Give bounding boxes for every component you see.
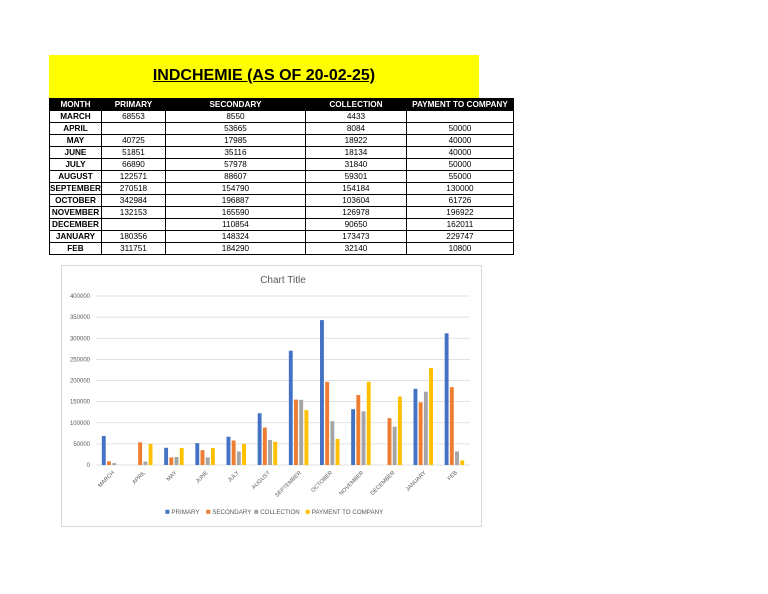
value-cell: 88607 bbox=[165, 171, 305, 183]
value-cell: 4433 bbox=[305, 111, 406, 123]
month-cell: OCTOBER bbox=[50, 195, 102, 207]
bar bbox=[455, 451, 459, 465]
y-tick-label: 300000 bbox=[69, 336, 90, 343]
value-cell: 61726 bbox=[406, 195, 513, 207]
bar bbox=[356, 395, 360, 465]
x-tick-label: JUNE bbox=[194, 470, 210, 485]
legend-label: PAYMENT TO COMPANY bbox=[311, 509, 384, 516]
table-row bbox=[50, 231, 514, 243]
bar bbox=[424, 392, 428, 465]
bar bbox=[268, 440, 272, 465]
y-tick-label: 200000 bbox=[69, 378, 90, 385]
bar bbox=[299, 400, 303, 465]
value-cell: 126978 bbox=[305, 207, 406, 219]
table-row bbox=[50, 183, 514, 195]
bar bbox=[195, 443, 199, 465]
bar bbox=[102, 436, 106, 465]
bar bbox=[320, 320, 324, 465]
column-header: MONTH bbox=[50, 99, 102, 111]
value-cell: 196887 bbox=[165, 195, 305, 207]
value-cell: 55000 bbox=[406, 171, 513, 183]
value-cell: 40000 bbox=[406, 147, 513, 159]
bar bbox=[325, 382, 329, 465]
bar bbox=[211, 448, 215, 465]
table-row bbox=[50, 159, 514, 171]
legend-label: SECONDARY bbox=[212, 509, 252, 516]
chart-title: Chart Title bbox=[260, 275, 306, 286]
value-cell: 103604 bbox=[305, 195, 406, 207]
chart bbox=[61, 265, 482, 527]
bar bbox=[289, 351, 293, 465]
column-header: PAYMENT TO COMPANY bbox=[406, 99, 513, 111]
value-cell: 59301 bbox=[305, 171, 406, 183]
value-cell: 57978 bbox=[165, 159, 305, 171]
x-tick-label: APRIL bbox=[131, 470, 148, 486]
bar bbox=[112, 463, 116, 465]
value-cell: 10800 bbox=[406, 243, 513, 255]
bar bbox=[169, 457, 173, 465]
month-cell: MAY bbox=[50, 135, 102, 147]
value-cell: 162011 bbox=[406, 219, 513, 231]
bar bbox=[429, 368, 433, 465]
bar bbox=[294, 400, 298, 465]
value-cell: 180356 bbox=[101, 231, 165, 243]
value-cell: 132153 bbox=[101, 207, 165, 219]
value-cell: 165590 bbox=[165, 207, 305, 219]
bar bbox=[419, 402, 423, 465]
bar bbox=[206, 457, 210, 465]
legend-label: COLLECTION bbox=[260, 509, 300, 516]
value-cell: 196922 bbox=[406, 207, 513, 219]
x-tick-label: MAY bbox=[165, 470, 179, 483]
value-cell: 342984 bbox=[101, 195, 165, 207]
value-cell: 229747 bbox=[406, 231, 513, 243]
value-cell: 154790 bbox=[165, 183, 305, 195]
value-cell: 18922 bbox=[305, 135, 406, 147]
legend-label: PRIMARY bbox=[171, 509, 200, 516]
bar bbox=[237, 452, 241, 465]
bar bbox=[450, 387, 454, 465]
value-cell: 173473 bbox=[305, 231, 406, 243]
bar bbox=[201, 450, 205, 465]
month-cell: FEB bbox=[50, 243, 102, 255]
x-tick-label: AUGUST bbox=[251, 470, 272, 491]
table-row bbox=[50, 207, 514, 219]
month-cell: SEPTEMBER bbox=[50, 183, 101, 193]
legend-swatch bbox=[165, 510, 169, 514]
y-tick-label: 400000 bbox=[69, 294, 90, 300]
table-row bbox=[50, 111, 514, 123]
y-tick-label: 0 bbox=[86, 463, 90, 469]
value-cell: 110854 bbox=[165, 219, 305, 231]
bar bbox=[263, 428, 267, 465]
value-cell: 66890 bbox=[101, 159, 165, 171]
value-cell bbox=[101, 219, 165, 231]
x-tick-label: SEPTEMBER bbox=[274, 470, 303, 499]
value-cell bbox=[101, 123, 165, 135]
bar bbox=[143, 462, 147, 465]
y-tick-label: 150000 bbox=[69, 399, 90, 406]
x-tick-label: JULY bbox=[227, 470, 241, 484]
bar bbox=[227, 437, 231, 465]
bar bbox=[445, 333, 449, 465]
bar bbox=[362, 411, 366, 465]
column-header: COLLECTION bbox=[305, 99, 406, 111]
value-cell: 90650 bbox=[305, 219, 406, 231]
value-cell: 122571 bbox=[101, 171, 165, 183]
bar bbox=[304, 410, 308, 465]
legend-swatch bbox=[206, 510, 210, 514]
x-tick-label: NOVEMBER bbox=[338, 470, 366, 498]
value-cell: 8084 bbox=[305, 123, 406, 135]
table-row bbox=[50, 123, 514, 135]
month-cell: AUGUST bbox=[50, 171, 102, 183]
month-cell: JUNE bbox=[50, 147, 102, 159]
y-tick-label: 250000 bbox=[69, 357, 90, 364]
bar bbox=[175, 457, 179, 465]
bar bbox=[164, 448, 168, 465]
x-tick-label: OCTOBER bbox=[310, 470, 335, 494]
value-cell: 154184 bbox=[305, 183, 406, 195]
value-cell: 31840 bbox=[305, 159, 406, 171]
page-title: INDCHEMIE (AS OF 20-02-25) bbox=[152, 67, 376, 84]
bar bbox=[388, 418, 392, 465]
value-cell: 18134 bbox=[305, 147, 406, 159]
table-row bbox=[50, 243, 514, 255]
bar bbox=[180, 448, 184, 465]
legend-swatch bbox=[254, 510, 258, 514]
value-cell: 184290 bbox=[165, 243, 305, 255]
value-cell: 35116 bbox=[165, 147, 305, 159]
value-cell: 40000 bbox=[406, 135, 513, 147]
y-tick-label: 50000 bbox=[73, 441, 90, 448]
table-row bbox=[50, 171, 514, 183]
value-cell: 50000 bbox=[406, 159, 513, 171]
month-cell: MARCH bbox=[50, 111, 102, 123]
value-cell: 17985 bbox=[165, 135, 305, 147]
value-cell: 311751 bbox=[101, 243, 165, 255]
chart-canvas bbox=[62, 266, 481, 526]
bar bbox=[414, 389, 418, 465]
bar bbox=[107, 461, 111, 465]
table-row bbox=[50, 135, 514, 147]
x-tick-label: DECEMBER bbox=[369, 470, 397, 497]
bar bbox=[330, 421, 334, 465]
month-cell: JANUARY bbox=[50, 231, 102, 243]
value-cell: 50000 bbox=[406, 123, 513, 135]
y-tick-label: 350000 bbox=[69, 315, 90, 322]
month-cell: JULY bbox=[50, 159, 102, 171]
table-row bbox=[50, 195, 514, 207]
data-table bbox=[49, 98, 514, 255]
bar bbox=[258, 413, 262, 465]
value-cell: 53665 bbox=[165, 123, 305, 135]
bar bbox=[351, 409, 355, 465]
value-cell: 148324 bbox=[165, 231, 305, 243]
y-tick-label: 100000 bbox=[69, 420, 90, 427]
month-cell: APRIL bbox=[50, 123, 102, 135]
bar bbox=[232, 441, 236, 465]
bar bbox=[336, 439, 340, 465]
table-row bbox=[50, 147, 514, 159]
bar bbox=[242, 444, 246, 465]
x-tick-label: JANUARY bbox=[405, 470, 428, 493]
x-tick-label: MARCH bbox=[97, 470, 116, 489]
value-cell: 130000 bbox=[406, 183, 513, 195]
month-cell: DECEMBER bbox=[50, 219, 102, 231]
column-header: SECONDARY bbox=[165, 99, 305, 111]
x-tick-label: FEB bbox=[446, 470, 459, 483]
bar bbox=[398, 397, 402, 465]
bar bbox=[149, 444, 153, 465]
value-cell bbox=[406, 111, 513, 123]
value-cell: 51851 bbox=[101, 147, 165, 159]
value-cell: 8550 bbox=[165, 111, 305, 123]
bar bbox=[367, 382, 371, 465]
value-cell: 68553 bbox=[101, 111, 165, 123]
column-header: PRIMARY bbox=[101, 99, 165, 111]
bar bbox=[138, 442, 142, 465]
legend-swatch bbox=[306, 510, 310, 514]
title-banner bbox=[49, 55, 479, 98]
value-cell: 32140 bbox=[305, 243, 406, 255]
month-cell: NOVEMBER bbox=[50, 207, 102, 219]
table-header-row bbox=[50, 99, 514, 111]
bar bbox=[393, 427, 397, 465]
table-row bbox=[50, 219, 514, 231]
bar bbox=[273, 442, 277, 465]
value-cell: 40725 bbox=[101, 135, 165, 147]
value-cell: 270518 bbox=[101, 183, 165, 195]
bar bbox=[460, 460, 464, 465]
